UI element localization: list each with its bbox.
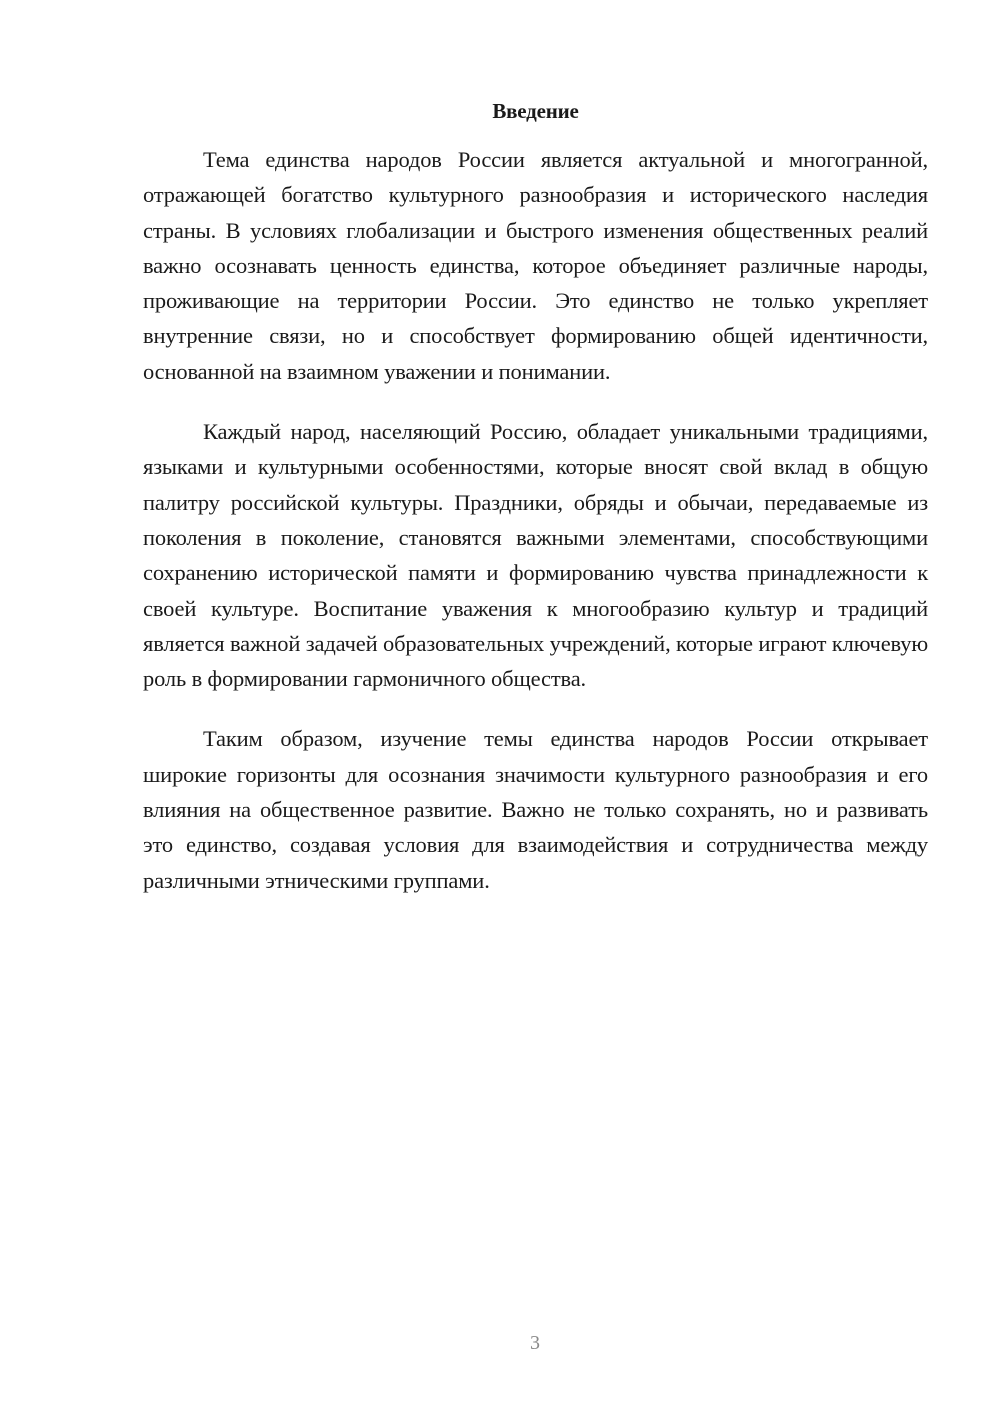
paragraph-2: Каждый народ, населяющий Россию, обладает уникальными традициями, языками и культурными особенностями, которые вносят свой вклад в общую палитру российской культуры. Праздники, обряды и обычаи, передаваемые из поколения в поколение, становятся важными элементами, способствующими сохранению исторической памяти и формированию чувства принадлежности к своей культуре. Воспитание уважения к многообразию культур и традиций является важной задачей образовательных учреждений, которые играют ключевую роль в формировании гармоничного общества. (143, 419, 928, 692)
section-heading: Введение (492, 99, 579, 123)
paragraph-3: Таким образом, изучение темы единства народов России открывает широкие горизонты для осознания значимости культурного разнообразия и его влияния на общественное развитие. Важно не только сохранять, но и развивать это единство, создавая условия для взаимодействия и сотрудничества между различными этническими группами. (143, 726, 928, 893)
document-page (143, 96, 928, 923)
page-number: 3 (530, 1332, 540, 1354)
paragraph-1: Тема единства народов России является актуальной и многогранной, отражающей богатство культурного разнообразия и исторического наследия страны. В условиях глобализации и быстрого изменения общественных реалий важно осознавать ценность единства, которое объединяет различные народы, проживающие на территории России. Это единство не только укрепляет внутренние связи, но и способствует формированию общей идентичности, основанной на взаимном уважении и понимании. (143, 147, 928, 384)
